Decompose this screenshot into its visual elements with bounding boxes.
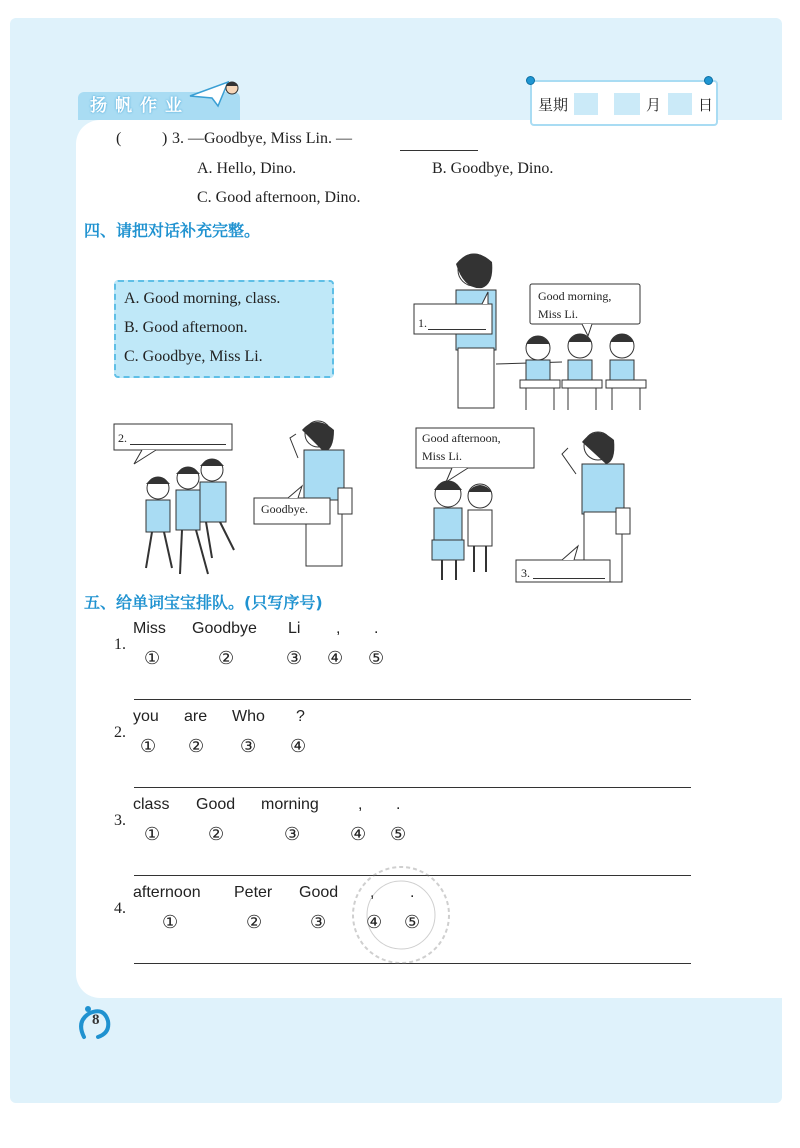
item1-mark: ④: [327, 648, 344, 668]
page-number: 8: [92, 1012, 100, 1028]
item4-mark: ④: [366, 912, 383, 932]
scene1-blank: [428, 329, 486, 330]
scene1-bubble-line2: Miss Li.: [538, 307, 579, 321]
day-field[interactable]: [668, 93, 692, 115]
month-label: 月: [646, 96, 662, 114]
item1-word: Miss: [133, 620, 166, 637]
pin-icon: [526, 76, 535, 85]
week-label: 星期: [538, 96, 569, 114]
item4-word: ,: [370, 884, 375, 901]
week-field[interactable]: [574, 93, 598, 115]
item3-mark: ⑤: [390, 824, 407, 844]
question3-option-c: C. Good afternoon, Dino.: [197, 189, 361, 206]
item4-mark: ③: [310, 912, 327, 932]
item3-mark: ①: [144, 824, 161, 844]
dialogue-options-box: [114, 280, 334, 378]
paper-plane-icon: [188, 78, 242, 112]
question3-blank: [400, 150, 478, 151]
classroom-illustration: [412, 244, 652, 412]
item2-answer-line[interactable]: [134, 787, 691, 788]
answer-paren-open: (: [116, 130, 122, 147]
item1-number: 1.: [114, 636, 126, 653]
item2-mark: ①: [140, 736, 157, 756]
question3-option-b: B. Goodbye, Dino.: [432, 160, 554, 177]
option-c: C. Goodbye, Miss Li.: [124, 348, 263, 365]
item2-word: Who: [232, 708, 265, 725]
section4-title: 四、请把对话补充完整。: [84, 221, 261, 240]
item1-word: ,: [336, 620, 341, 637]
item4-word: afternoon: [133, 884, 201, 901]
item1-word: .: [374, 620, 379, 637]
scene1-bubble-line1: Good morning,: [538, 289, 612, 303]
item3-word: morning: [261, 796, 319, 813]
item2-number: 2.: [114, 724, 126, 741]
item3-mark: ④: [350, 824, 367, 844]
option-a: A. Good morning, class.: [124, 290, 281, 307]
afternoon-illustration: [412, 424, 652, 584]
item2-word: you: [133, 708, 159, 725]
item3-mark: ③: [284, 824, 301, 844]
item3-word: ,: [358, 796, 363, 813]
scene2-blank-number: 2.: [118, 431, 127, 445]
date-box: [530, 80, 718, 126]
item3-word: Good: [196, 796, 236, 813]
brand-banner: 扬帆作业: [78, 92, 240, 120]
scene3-blank: [533, 578, 605, 579]
item4-word: .: [410, 884, 415, 901]
item2-word: are: [184, 708, 208, 725]
page-number-badge: [76, 1003, 116, 1043]
item4-word: Peter: [234, 884, 273, 901]
question3-option-a: A. Hello, Dino.: [197, 160, 297, 177]
scene2-bubble: Goodbye.: [261, 502, 308, 516]
option-b: B. Good afternoon.: [124, 319, 248, 336]
month-field[interactable]: [614, 93, 640, 115]
pin-icon: [704, 76, 713, 85]
item4-mark: ①: [162, 912, 179, 932]
item2-mark: ③: [240, 736, 257, 756]
item1-mark: ①: [144, 648, 161, 668]
item3-number: 3.: [114, 812, 126, 829]
item4-word: Good: [299, 884, 339, 901]
answer-paren-close: ): [162, 130, 168, 147]
question3-stem: 3. —Goodbye, Miss Lin. —: [172, 130, 352, 147]
item2-word: ?: [296, 708, 305, 725]
scene3-blank-number: 3.: [521, 566, 530, 580]
item4-number: 4.: [114, 900, 126, 917]
item4-mark: ⑤: [404, 912, 421, 932]
scene2-blank: [130, 444, 226, 445]
item1-mark: ②: [218, 648, 235, 668]
day-label: 日: [698, 96, 714, 114]
item1-mark: ③: [286, 648, 303, 668]
item2-mark: ④: [290, 736, 307, 756]
item1-answer-line[interactable]: [134, 699, 691, 700]
goodbye-illustration: [112, 418, 362, 582]
item3-word: class: [133, 796, 170, 813]
item1-word: Goodbye: [192, 620, 257, 637]
item2-mark: ②: [188, 736, 205, 756]
item3-word: .: [396, 796, 401, 813]
item3-mark: ②: [208, 824, 225, 844]
item1-mark: ⑤: [368, 648, 385, 668]
item1-word: Li: [288, 620, 301, 637]
scene3-bubble-line1: Good afternoon,: [422, 431, 501, 445]
watermark-stamp: [336, 860, 466, 970]
section5-title: 五、给单词宝宝排队。(只写序号): [84, 593, 323, 612]
item4-mark: ②: [246, 912, 263, 932]
scene3-bubble-line2: Miss Li.: [422, 449, 463, 463]
scene1-blank-number: 1.: [418, 316, 427, 330]
